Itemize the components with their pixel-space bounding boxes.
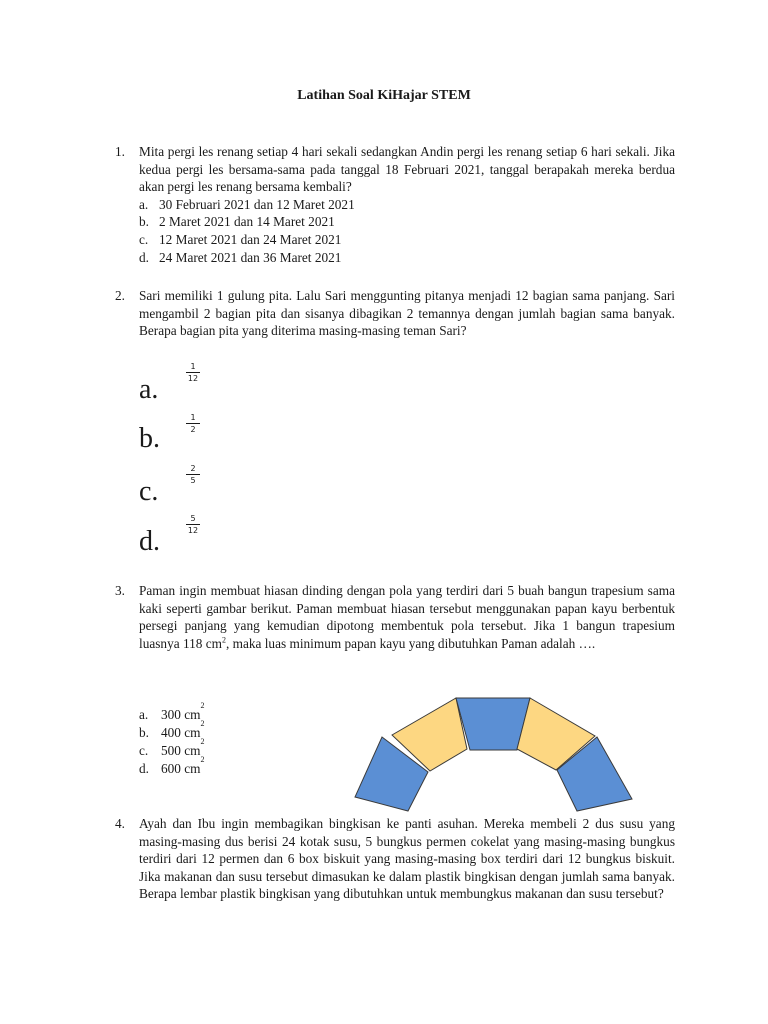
option-c: c. 12 Maret 2021 dan 24 Maret 2021 [139,231,342,247]
page-title: Latihan Soal KiHajar STEM [297,88,471,103]
option-a: a. 30 Februari 2021 dan 12 Maret 2021 [139,196,355,212]
question-text: Mita pergi les renang setiap 4 hari sekali sedangkan Andin pergi les renang setiap 6 hari sekali. Jika kedua pergi les bersama-sama pada tanggal 18 Februari 2021, tanggal berapakah mereka berdua akan pergi les renang bersama kembali? [139,144,675,195]
option-b: b. 400 cm 2 [139,719,205,740]
question-4 [115,815,675,903]
option-c-letter: c. [139,476,159,507]
question-number: 4. [115,816,125,831]
question-text: Sari memiliki 1 gulung pita. Lalu Sari menggunting pitanya menjadi 12 bagian sama panjang. Sari mengambil 2 bagian pita dan sisanya dibagikan 2 temannya dengan jumlah bagian sama banyak. Berapa bagian pita yang diterima masing-masing teman Sari? [139,288,675,339]
option-b-fraction: $\frac{1}{2}$ [186,413,200,434]
question-text: Ayah dan Ibu ingin membagikan bingkisan ke panti asuhan. Mereka membeli 2 dus susu yang masing-masing dus berisi 24 kotak susu, 5 bungkus permen cokelat yang masing-masing bungkus terdiri dari 12 permen dan 6 box biskuit yang masing-masing box terdiri dari 12 bungkus biskuit. Jika makanan dan susu tersebut dimasukan ke dalam plastik bingkisan dengan jumlah sama banyak. Berapa lembar plastik bingkisan yang dibutuhkan untuk membungkus makanan dan susu tersebut? [139,816,675,902]
option-d-letter: d. [139,526,160,557]
option-d: d. 600 cm 2 [139,755,205,776]
option-a-fraction: $\frac{1}{12}$ [187,362,199,383]
option-d-fraction: $\frac{5}{12}$ [187,514,199,535]
option-c: c. 500 cm 2 [139,737,205,758]
option-a: a. 300 cm 2 [139,701,205,722]
option-c-fraction: $\frac{2}{5}$ [186,464,200,485]
option-d: d. 24 Maret 2021 dan 36 Maret 2021 [139,249,342,265]
option-b: b. 2 Maret 2021 dan 14 Maret 2021 [139,214,335,230]
question-number: 2. [115,288,125,303]
question-number: 1. [115,144,125,159]
option-a-letter: a. [139,374,159,405]
option-b-letter: b. [139,423,160,454]
question-text: Paman ingin membuat hiasan dinding dengan pola yang terdiri dari 5 buah bangun trapesium sama kaki seperti gambar berikut. Paman membuat hiasan tersebut menggunakan papan kayu berbentuk persegi panjang yang kemudian dipotong membentuk pola tersebut. Jika 1 bangun trapesium luasnya 118 $cm^2$, maka luas minimum papan kayu yang dibutuhkan Paman adalah …. [139,583,675,651]
question-number: 3. [115,583,125,598]
